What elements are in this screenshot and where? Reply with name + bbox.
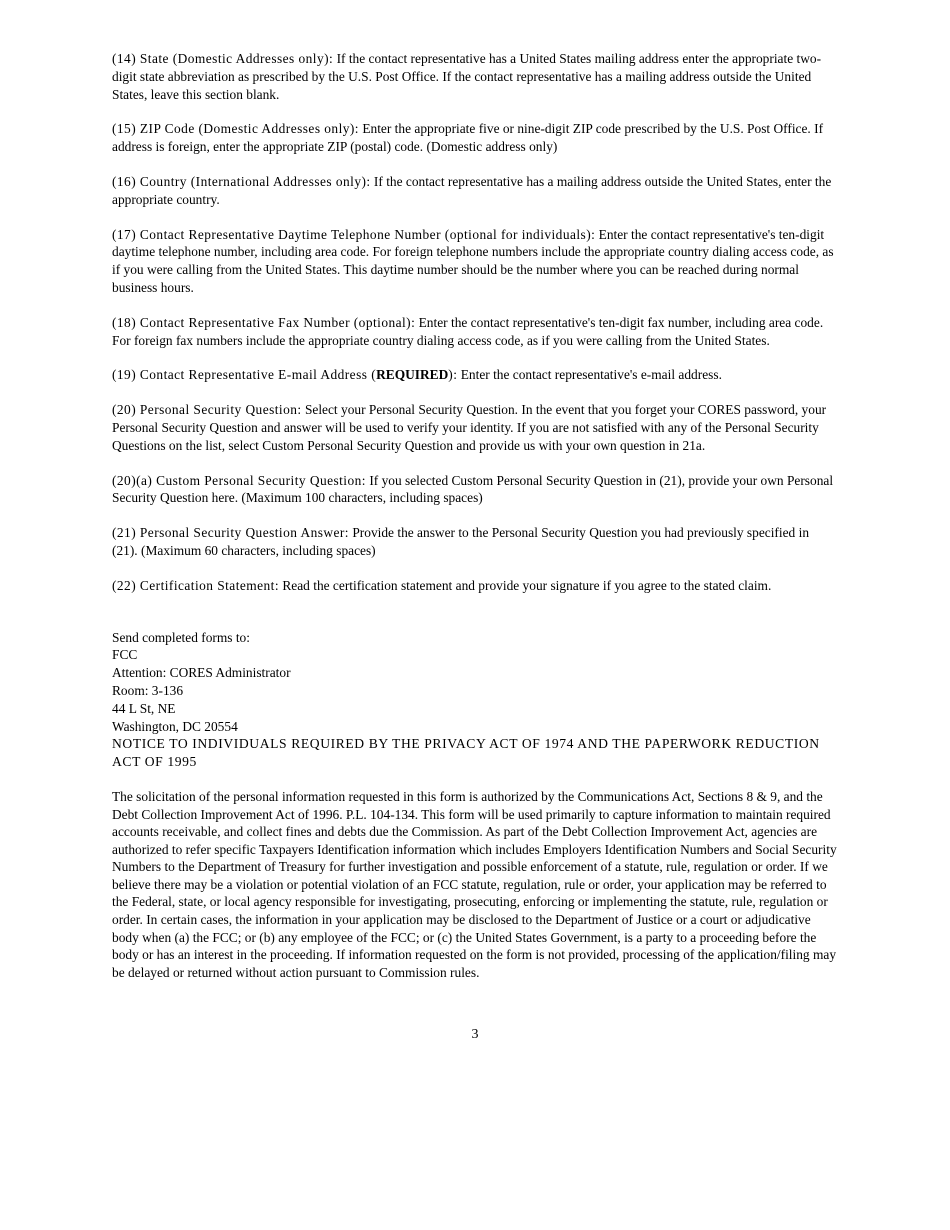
field-label-daytime-telephone: (17) Contact Representative Daytime Telephone Number (optional for individuals): xyxy=(112,226,596,242)
instruction-20-security-question xyxy=(112,401,838,454)
field-label-security-question: (20) Personal Security Question: xyxy=(112,402,302,418)
field-description: Enter the contact representative's ten-digit daytime telephone number, including area code. For foreign telephone numbers include the appropriate country dialing access code, as if you were calling from the United States. This daytime number should be the number where you can be reached during normal business hours. xyxy=(112,226,834,295)
instruction-22-certification-statement xyxy=(112,577,838,595)
mailing-address-block xyxy=(112,629,838,736)
field-label-security-question-answer: (21) Personal Security Question Answer: xyxy=(112,525,349,541)
privacy-act-notice-heading: NOTICE TO INDIVIDUALS REQUIRED BY THE PRIVACY ACT OF 1974 AND THE PAPERWORK REDUCTION ACT OF 1995 xyxy=(112,736,820,770)
field-description: Enter the contact representative's e-mail address. xyxy=(460,367,722,383)
field-description: Provide the answer to the Personal Security Question you had previously specified in (21). (Maximum 60 characters, including spaces) xyxy=(112,525,810,558)
instruction-20a-custom-security-question xyxy=(112,472,838,508)
field-description: Enter the appropriate five or nine-digit ZIP code prescribed by the U.S. Post Office. If address is foreign, enter the appropriate ZIP (postal) code. (Domestic address only) xyxy=(112,121,824,155)
field-description: Select your Personal Security Question. In the event that you forget your CORES password, your Personal Security Question and answer will be used to verify your identity. If you are not satisfied with any of the Personal Security Questions on the list, select Custom Personal Security Question and provide us with your own question in 21a. xyxy=(112,402,827,453)
label-post: ): xyxy=(448,367,458,383)
instruction-18-fax-number xyxy=(112,314,838,350)
instruction-14-state xyxy=(112,50,838,103)
address-line-street: 44 L St, NE xyxy=(112,700,176,716)
address-line-fcc: FCC xyxy=(112,647,138,663)
field-label-certification-statement: (22) Certification Statement: xyxy=(112,577,279,593)
instruction-21-security-question-answer xyxy=(112,524,838,560)
field-description: If the contact representative has a United States mailing address enter the appropriate two-digit state abbreviation as prescribed by the U.S. Post Office. If the contact representative has a mailing address outside the United States, leave this section blank. xyxy=(112,51,822,102)
send-forms-intro: Send completed forms to: xyxy=(112,629,250,645)
field-description: If you selected Custom Personal Security Question in (21), provide your own Personal Security Question here. (Maximum 100 characters, including spaces) xyxy=(112,472,834,506)
required-emphasis: REQUIRED xyxy=(376,367,449,383)
field-label-state: (14) State (Domestic Addresses only): xyxy=(112,51,334,66)
privacy-act-text: The solicitation of the personal information requested in this form is authorized by the Communications Act, Sections 8 & 9, and the Debt Collection Improvement Act of 1996. P.L. 104-134. This form will be used primarily to capture information to maintain required accounts receivable, and collect fines and debts due the Commission. As part of the Debt Collection Improvement Act, agencies are authorized to refer specific Taxpayers Identification information which includes Employers Identification Numbers and Social Security Numbers to the Department of Treasury for further investigation and possible enforcement of a statute, rule, regulation or order. If we believe there may be a violation or potential violation of an FCC statute, regulation, rule or order, your application may be referred to the Federal, state, or local agency responsible for investigating, prosecuting, enforcing or implementing the statute, rule, regulation or order. In certain cases, the information in your application may be disclosed to the Department of Justice or a court or adjudicative body when (a) the FCC; or (b) any employee of the FCC; or (c) the United States Government, is a party to a proceeding before the body or has an interest in the proceeding. If information requested on the form is not provided, processing of the application/filing may be delayed or returned without action pursuant to Commission rules. xyxy=(112,788,837,980)
field-label-country: (16) Country (International Addresses only): xyxy=(112,173,371,189)
address-line-attention: Attention: CORES Administrator xyxy=(112,665,291,681)
field-label-custom-security-question: (20)(a) Custom Personal Security Question: xyxy=(112,472,366,488)
field-label-zip-code: (15) ZIP Code (Domestic Addresses only): xyxy=(112,121,359,137)
address-line-room: Room: 3-136 xyxy=(112,682,184,698)
field-description: Read the certification statement and provide your signature if you agree to the stated claim. xyxy=(282,577,772,593)
field-description: Enter the contact representative's ten-digit fax number, including area code. For foreign fax numbers include the appropriate country dialing access code, as if you were calling from the United States. xyxy=(112,314,824,348)
field-description: If the contact representative has a mailing address outside the United States, enter the appropriate country. xyxy=(112,173,832,207)
label-pre: (19) Contact Representative E-mail Address ( xyxy=(112,367,377,383)
instruction-17-daytime-telephone xyxy=(112,226,838,297)
address-line-city: Washington, DC 20554 xyxy=(112,718,238,734)
field-label-email-address xyxy=(112,367,457,382)
instruction-19-email-address xyxy=(112,366,838,384)
instruction-15-zip-code xyxy=(112,120,838,156)
field-label-fax-number: (18) Contact Representative Fax Number (optional): xyxy=(112,314,416,330)
page-number: 3 xyxy=(471,1027,479,1043)
instruction-16-country xyxy=(112,173,838,209)
